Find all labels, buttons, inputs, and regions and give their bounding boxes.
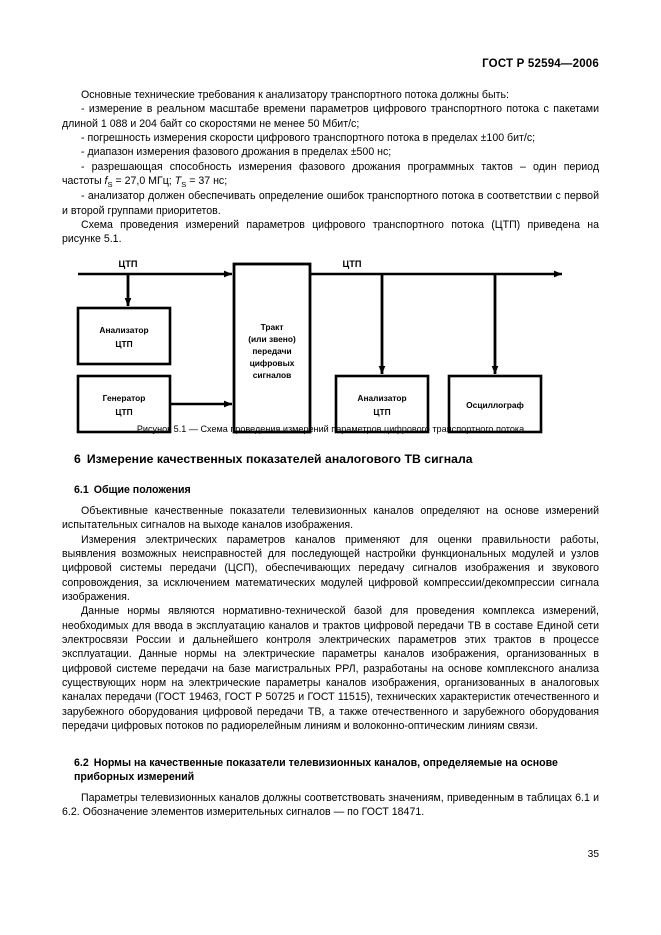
page-header-standard-number: ГОСТ Р 52594—2006 [482, 58, 599, 70]
box-tract-line2: (или звено) [248, 334, 296, 344]
heading-section-6-2-number: 6.2 [74, 757, 89, 769]
box-tract-line4: цифровых [249, 358, 295, 368]
box-output-analyzer-line1: Анализатор [357, 393, 407, 403]
box-tract-line3: передачи [252, 346, 292, 356]
symbol-T-subscript: S [181, 179, 187, 189]
intro-bullet-4 [62, 160, 599, 190]
box-oscilloscope-label: Осциллограф [466, 400, 524, 410]
intro-bullet-4-text-b: = 27,0 МГц; [112, 175, 175, 188]
intro-text-block [62, 88, 599, 247]
box-tract-line5: сигналов [252, 370, 292, 380]
figure-output-label: ЦТП [342, 259, 362, 269]
intro-scheme-reference: Схема проведения измерений параметров цифрового транспортного потока (ЦТП) приведена на рисунке 5.1. [62, 219, 599, 246]
section-6-1-body [62, 504, 599, 734]
figure-input-label: ЦТП [118, 259, 138, 269]
section-6-2-paragraph-1: Параметры телевизионных каналов должны соответствовать значениям, приведенным в таблицах 6.1 и 6.2. Обозначение элементов измерительных сигналов — по ГОСТ 18471. [62, 792, 599, 819]
box-generator-line1: Генератор [102, 393, 146, 403]
box-input-analyzer [78, 308, 170, 364]
heading-section-6-2 [74, 756, 589, 785]
section-6-1-paragraph-1: Объективные качественные показатели телевизионных каналов определяют на основе измерений испытательных сигналов на выходе каналов изображения. [62, 505, 599, 532]
intro-lead-paragraph: Основные технические требования к анализатору транспортного потока должны быть: [81, 89, 509, 101]
box-generator-line2: ЦТП [115, 407, 133, 417]
page-number: 35 [587, 849, 599, 860]
section-6-1-paragraph-3: Данные нормы являются нормативно-технической базой для проведения комплекса измерений, необходимых для ввода в эксплуатацию каналов и трактов цифровой передачи ТВ в составе Единой сети электросвязи России и дальнейшего контроля электрических параметров этих трактов в процессе эксплуатации. Данные нормы на электрические параметры каналов изображения, организованных в цифровой системе передачи на базе магистральных РРЛ, разработаны на основе комплексного анализа существующих норм на электрические параметры каналов изображения, организованных в аналоговых каналах передачи (ГОСТ 19463, ГОСТ Р 50725 и ГОСТ 11515), технических характеристик отечественного и зарубежного оборудования цифровой передачи ТВ, а также отечественного и зарубежного оборудования передачи цифровых потоков по радиорелейным линиям и волоконно-оптическим линиям связи. [62, 605, 599, 733]
box-input-analyzer-line2: ЦТП [115, 339, 133, 349]
heading-section-6-1-title: Общие положения [93, 484, 191, 496]
intro-bullet-4-text-c: = 37 нс; [186, 175, 228, 188]
intro-bullet-4-text-a: - разрешающая способность измерения фазового дрожания программных тактов – один период частоты [62, 160, 599, 188]
intro-bullet-2: - погрешность измерения скорости цифрового транспортного потока в пределах ±100 бит/с; [81, 132, 536, 145]
intro-bullet-1: - измерение в реальном масштабе времени параметров цифрового транспортного потока с пакетами длиной 1 088 и 204 байт со скоростями не менее 50 Мбит/с; [62, 103, 599, 130]
heading-section-6-title: Измерение качественных показателей аналогового ТВ сигнала [86, 452, 473, 466]
heading-section-6-1-number: 6.1 [74, 484, 89, 496]
figure-5-1-block-diagram [62, 252, 599, 442]
figure-5-1-caption: Рисунок 5.1 — Схема проведения измерений параметров цифрового транспортного потока [136, 424, 525, 434]
box-input-analyzer-line1: Анализатор [99, 325, 149, 335]
figure-5-1-svg [62, 252, 599, 442]
section-6-1-paragraph-2: Измерения электрических параметров каналов применяют для оценки правильности работы, выявления возможных неисправностей для последующей настройки функциональных модулей и узлов цифровой системы передачи (ЦСП), обеспечивающих передачу сигналов изображения и звукового сопровождения, за исключением математических модулей цифровой компрессии/декомпрессии сигнала изображения. [62, 533, 599, 604]
box-output-analyzer-line2: ЦТП [373, 407, 391, 417]
heading-section-6 [74, 452, 473, 466]
symbol-f-subscript: S [107, 179, 113, 189]
symbol-T: T [174, 175, 182, 188]
heading-section-6-1 [74, 483, 191, 497]
heading-section-6-2-title: Нормы на качественные показатели телевизионных каналов, определяемые на основе приборных измерений [74, 757, 558, 784]
heading-section-6-number: 6 [74, 452, 81, 466]
intro-bullet-5: - анализатор должен обеспечивать определение ошибок транспортного потока в соответствии с первой и второй группами приоритетов. [62, 190, 599, 217]
symbol-f: f [104, 175, 108, 188]
intro-bullet-3: - диапазон измерения фазового дрожания в пределах ±500 нс; [81, 146, 392, 159]
section-6-2-body [62, 791, 599, 820]
box-tract-line1: Тракт [260, 322, 284, 332]
